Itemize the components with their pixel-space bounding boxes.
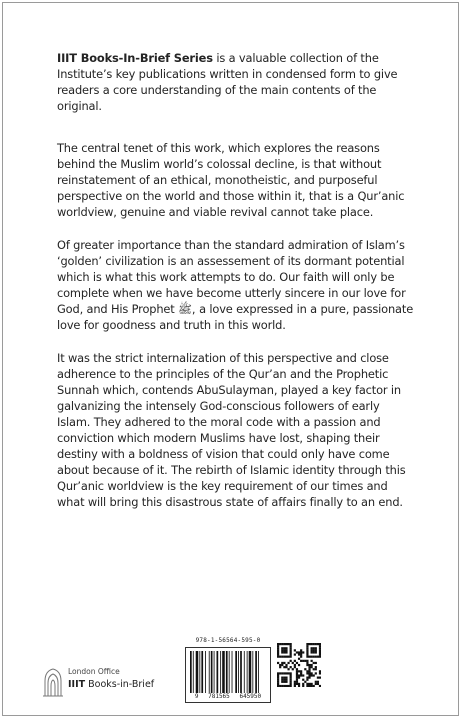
- qr-module: [306, 662, 308, 664]
- qr-module: [296, 674, 298, 676]
- qr-module: [315, 668, 317, 670]
- qr-module: [290, 681, 292, 683]
- qr-module: [277, 683, 279, 685]
- qr-module: [290, 660, 292, 662]
- qr-module: [277, 651, 279, 653]
- qr-module: [311, 683, 313, 685]
- qr-module: [302, 674, 304, 676]
- qr-module: [290, 643, 292, 645]
- qr-module: [292, 662, 294, 664]
- blurb-text: [57, 50, 415, 527]
- barcode-bar: [190, 651, 192, 693]
- qr-module: [302, 683, 304, 685]
- qr-module: [313, 674, 315, 676]
- qr-module: [302, 685, 304, 687]
- qr-module: [281, 643, 283, 645]
- qr-module: [306, 651, 308, 653]
- qr-module: [279, 672, 281, 674]
- qr-module: [290, 653, 292, 655]
- qr-module: [306, 685, 308, 687]
- qr-module: [308, 666, 310, 668]
- qr-module: [319, 651, 321, 653]
- qr-module: [304, 660, 306, 662]
- barcode-bar: [205, 651, 206, 693]
- qr-module: [283, 679, 285, 681]
- qr-module: [285, 681, 287, 683]
- qr-module: [313, 651, 315, 653]
- qr-module: [311, 664, 313, 666]
- barcode-bar: [226, 651, 228, 693]
- qr-module: [285, 685, 287, 687]
- qr-module: [317, 677, 319, 679]
- qr-module: [317, 683, 319, 685]
- barcode-bar: [255, 651, 257, 693]
- qr-module: [285, 672, 287, 674]
- qr-module: [296, 651, 298, 653]
- qr-module: [281, 649, 283, 651]
- qr-module: [287, 656, 289, 658]
- arch-logo-icon: [42, 667, 64, 697]
- qr-module: [290, 683, 292, 685]
- qr-module: [308, 685, 310, 687]
- qr-module: [277, 647, 279, 649]
- qr-module: [277, 656, 279, 658]
- qr-module: [319, 649, 321, 651]
- qr-module: [296, 681, 298, 683]
- blurb-paragraph-1: The central tenet of this work, which explores the reasons behind the Muslim world’s colossal decline, is that without reinstatement of an ethical, monotheistic, and purposeful perspective on the world and those within it, that is a Qur’anic worldview, genuine and viable revival cannot take place.: [57, 141, 405, 219]
- brand-series: Books-in-Brief: [85, 679, 155, 690]
- barcode-digit-group: 9: [194, 693, 199, 700]
- qr-module: [315, 651, 317, 653]
- barcode-bar: [238, 651, 239, 693]
- qr-module: [287, 685, 289, 687]
- barcode-bar: [199, 651, 200, 693]
- qr-module: [308, 672, 310, 674]
- qr-module: [298, 670, 300, 672]
- qr-module: [287, 668, 289, 670]
- qr-module: [319, 670, 321, 672]
- qr-module: [308, 664, 310, 666]
- qr-module: [296, 662, 298, 664]
- qr-module: [298, 683, 300, 685]
- qr-module: [294, 649, 296, 651]
- barcode-bar: [196, 651, 199, 693]
- qr-module: [306, 653, 308, 655]
- qr-module: [302, 679, 304, 681]
- qr-module: [306, 649, 308, 651]
- qr-code-icon: [277, 643, 321, 687]
- qr-module: [281, 685, 283, 687]
- qr-module: [311, 674, 313, 676]
- qr-module: [300, 672, 302, 674]
- qr-module: [277, 643, 279, 645]
- qr-module: [311, 651, 313, 653]
- qr-module: [311, 656, 313, 658]
- qr-module: [304, 668, 306, 670]
- qr-module: [296, 668, 298, 670]
- qr-module: [283, 685, 285, 687]
- barcode-bar: [201, 651, 203, 693]
- qr-module: [298, 677, 300, 679]
- qr-module: [300, 674, 302, 676]
- qr-module: [285, 666, 287, 668]
- qr-module: [315, 656, 317, 658]
- qr-module: [306, 672, 308, 674]
- qr-module: [279, 664, 281, 666]
- qr-module: [311, 672, 313, 674]
- qr-module: [315, 649, 317, 651]
- qr-module: [285, 643, 287, 645]
- qr-module: [306, 664, 308, 666]
- qr-module: [277, 645, 279, 647]
- qr-module: [281, 662, 283, 664]
- qr-module: [285, 664, 287, 666]
- qr-module: [298, 651, 300, 653]
- qr-module: [283, 649, 285, 651]
- qr-module: [283, 677, 285, 679]
- qr-module: [306, 660, 308, 662]
- qr-module: [290, 677, 292, 679]
- qr-module: [281, 647, 283, 649]
- barcode-bar: [244, 651, 245, 693]
- qr-module: [296, 677, 298, 679]
- qr-module: [313, 649, 315, 651]
- qr-module: [306, 656, 308, 658]
- qr-module: [285, 679, 287, 681]
- qr-module: [298, 674, 300, 676]
- qr-module: [308, 656, 310, 658]
- qr-module: [311, 660, 313, 662]
- qr-module: [306, 679, 308, 681]
- qr-module: [302, 651, 304, 653]
- barcode-bar: [235, 651, 237, 693]
- qr-module: [281, 664, 283, 666]
- qr-module: [298, 664, 300, 666]
- qr-module: [319, 672, 321, 674]
- qr-module: [285, 656, 287, 658]
- qr-module: [292, 668, 294, 670]
- barcode-bar: [247, 651, 248, 693]
- qr-module: [287, 672, 289, 674]
- qr-module: [313, 656, 315, 658]
- qr-module: [300, 656, 302, 658]
- qr-module: [290, 651, 292, 653]
- qr-module: [308, 670, 310, 672]
- qr-module: [315, 683, 317, 685]
- qr-module: [281, 651, 283, 653]
- qr-module: [319, 643, 321, 645]
- qr-module: [319, 656, 321, 658]
- office-label: London Office: [68, 667, 120, 676]
- qr-module: [313, 685, 315, 687]
- barcode-bar: [252, 651, 253, 693]
- barcode-bar: [249, 651, 252, 693]
- qr-module: [281, 679, 283, 681]
- qr-module: [315, 672, 317, 674]
- qr-module: [290, 674, 292, 676]
- qr-module: [294, 653, 296, 655]
- barcode-bar: [258, 651, 259, 693]
- qr-module: [279, 656, 281, 658]
- qr-module: [311, 649, 313, 651]
- series-name: IIIT Books-In-Brief Series: [57, 51, 213, 65]
- qr-module: [285, 651, 287, 653]
- qr-module: [296, 679, 298, 681]
- qr-module: [315, 643, 317, 645]
- qr-module: [279, 643, 281, 645]
- qr-module: [308, 677, 310, 679]
- barcode-bar: [240, 651, 242, 693]
- qr-module: [277, 653, 279, 655]
- qr-module: [277, 679, 279, 681]
- barcode: [185, 647, 271, 703]
- barcode-bar: [232, 651, 233, 693]
- qr-module: [283, 681, 285, 683]
- series-intro-paragraph: [57, 50, 415, 114]
- qr-module: [308, 668, 310, 670]
- qr-module: [300, 670, 302, 672]
- qr-module: [317, 656, 319, 658]
- qr-module: [281, 656, 283, 658]
- qr-module: [277, 677, 279, 679]
- qr-module: [319, 685, 321, 687]
- qr-module: [306, 643, 308, 645]
- series-description: is a valuable collection of the Institute’s key publications written in condensed form to give readers a core understanding of the main contents of the original.: [57, 51, 398, 113]
- barcode-bars-icon: [190, 651, 268, 693]
- qr-module: [300, 649, 302, 651]
- qr-module: [311, 666, 313, 668]
- qr-module: [283, 647, 285, 649]
- qr-module: [283, 666, 285, 668]
- blurb-paragraph-3: It was the strict internalization of this perspective and close adherence to the principles of the Qur’an and the Prophetic Sunnah which, contends AbuSulayman, played a key factor in galvanizing the intensely God-conscious followers of early Islam. They adhered to the moral code with a passion and conviction which modern Muslims have lost, shaping their destiny with a boldness of vision that could only have come about because of it. The rebirth of Islamic identity through this Qur’anic worldview is the key requirement of our times and what will bring this disastrous state of affairs finally to an end.: [57, 351, 406, 509]
- qr-module: [315, 666, 317, 668]
- qr-module: [315, 662, 317, 664]
- qr-module: [283, 651, 285, 653]
- qr-module: [319, 645, 321, 647]
- qr-module: [290, 649, 292, 651]
- brand-iiit: IIIT: [68, 679, 86, 690]
- qr-module: [300, 660, 302, 662]
- qr-module: [311, 647, 313, 649]
- series-brand: [68, 679, 154, 690]
- qr-module: [277, 672, 279, 674]
- qr-module: [277, 649, 279, 651]
- qr-module: [317, 643, 319, 645]
- qr-module: [308, 674, 310, 676]
- barcode-bar: [209, 651, 210, 693]
- qr-module: [287, 662, 289, 664]
- qr-module: [294, 666, 296, 668]
- qr-module: [285, 647, 287, 649]
- qr-module: [281, 677, 283, 679]
- blurb-paragraph-2: Of greater importance than the standard admiration of Islam’s ‘golden’ civilization is an assessement of its dormant potential which is what this work attempts to do. Our faith will only be complete when we have become utterly sincere in our love for God, and His Prophet ﷺ, a love expressed in a pure, passionate love for goodness and truth in this world.: [57, 238, 414, 332]
- qr-module: [306, 645, 308, 647]
- publisher-logo: [42, 667, 172, 707]
- qr-module: [311, 643, 313, 645]
- qr-module: [287, 643, 289, 645]
- qr-module: [298, 658, 300, 660]
- barcode-bar: [217, 651, 219, 693]
- barcode-bar: [214, 651, 215, 693]
- qr-module: [290, 656, 292, 658]
- barcode-bar: [222, 651, 225, 693]
- qr-module: [296, 683, 298, 685]
- qr-module: [277, 681, 279, 683]
- qr-module: [285, 677, 287, 679]
- qr-module: [302, 660, 304, 662]
- qr-module: [281, 681, 283, 683]
- qr-module: [290, 685, 292, 687]
- qr-module: [306, 683, 308, 685]
- qr-module: [306, 647, 308, 649]
- qr-module: [296, 670, 298, 672]
- qr-module: [311, 685, 313, 687]
- qr-module: [304, 681, 306, 683]
- barcode-bar: [220, 651, 221, 693]
- qr-module: [294, 681, 296, 683]
- barcode-digit-group: 781565: [208, 693, 230, 700]
- qr-module: [279, 666, 281, 668]
- barcode-bar: [193, 651, 194, 693]
- qr-module: [298, 653, 300, 655]
- qr-module: [300, 653, 302, 655]
- qr-module: [290, 672, 292, 674]
- qr-module: [277, 674, 279, 676]
- qr-module: [313, 647, 315, 649]
- qr-module: [283, 656, 285, 658]
- qr-module: [317, 681, 319, 683]
- qr-module: [283, 672, 285, 674]
- qr-module: [296, 672, 298, 674]
- barcode-bar: [229, 651, 230, 693]
- qr-module: [281, 672, 283, 674]
- qr-module: [285, 649, 287, 651]
- qr-module: [290, 645, 292, 647]
- qr-module: [319, 647, 321, 649]
- qr-module: [298, 685, 300, 687]
- barcode-digits: [186, 693, 270, 700]
- qr-module: [294, 685, 296, 687]
- qr-module: [277, 662, 279, 664]
- qr-module: [313, 668, 315, 670]
- qr-module: [290, 666, 292, 668]
- qr-module: [306, 677, 308, 679]
- qr-module: [315, 681, 317, 683]
- qr-module: [294, 660, 296, 662]
- qr-module: [308, 683, 310, 685]
- isbn-text: 978-1-56564-595-0: [195, 637, 261, 644]
- qr-module: [319, 653, 321, 655]
- qr-module: [294, 683, 296, 685]
- qr-module: [300, 651, 302, 653]
- qr-module: [306, 670, 308, 672]
- qr-module: [313, 662, 315, 664]
- barcode-bar: [211, 651, 213, 693]
- barcode-digit-group: 645950: [239, 693, 262, 700]
- qr-module: [283, 643, 285, 645]
- qr-module: [315, 647, 317, 649]
- qr-module: [313, 643, 315, 645]
- qr-module: [308, 643, 310, 645]
- qr-module: [294, 664, 296, 666]
- qr-module: [277, 685, 279, 687]
- qr-module: [279, 685, 281, 687]
- qr-module: [319, 677, 321, 679]
- qr-module: [283, 662, 285, 664]
- qr-module: [290, 679, 292, 681]
- qr-module: [290, 647, 292, 649]
